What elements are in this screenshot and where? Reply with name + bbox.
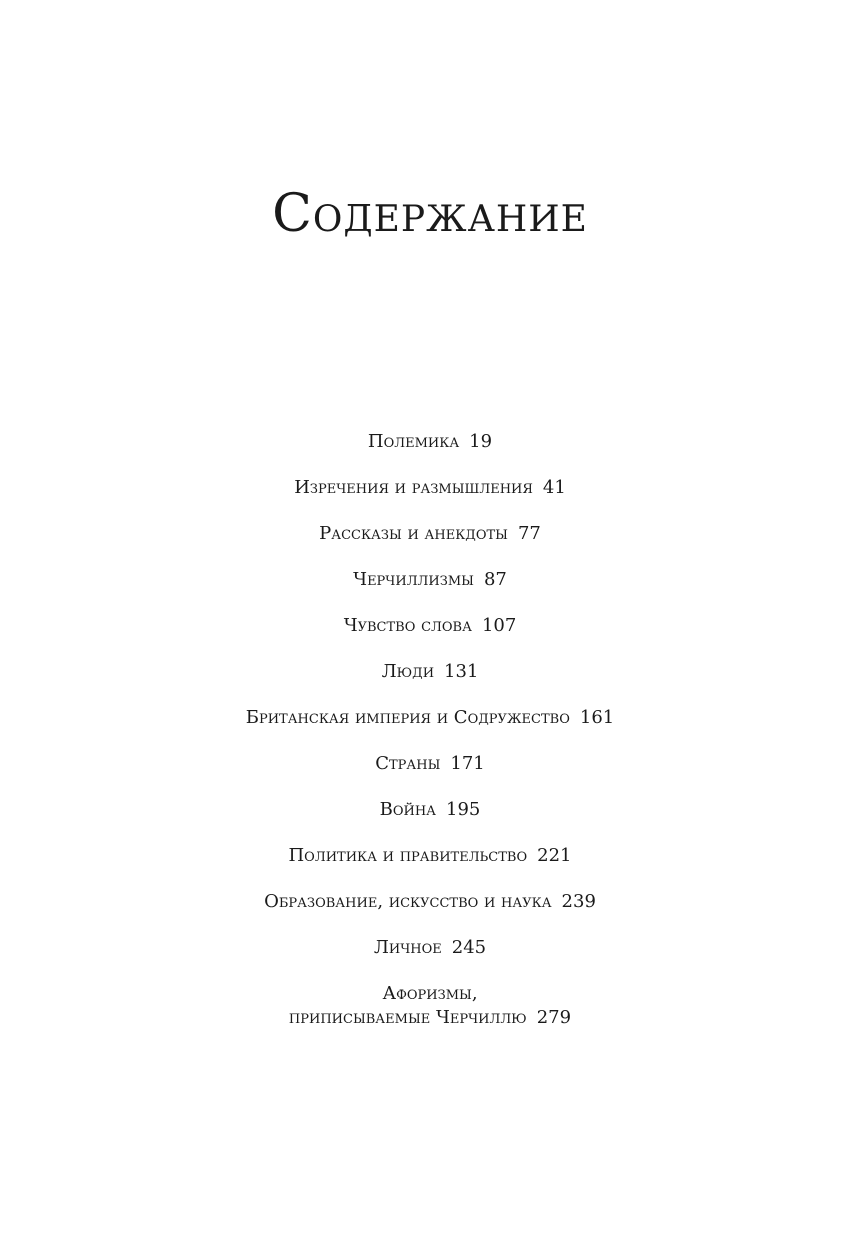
toc-entry-izrecheniya[interactable] — [0, 476, 860, 522]
toc-entry-title: Образование, искусство и наука — [264, 891, 552, 912]
toc-entry-imperiya[interactable] — [0, 706, 860, 752]
toc-entry-title: Политика и правительство — [288, 845, 528, 866]
toc-entry-title: Рассказы и анекдоты — [319, 523, 508, 544]
toc-entry-page: 87 — [483, 569, 507, 590]
toc-entry-lyudi[interactable] — [0, 660, 860, 706]
toc-entry-page: 41 — [542, 477, 566, 498]
toc-entry-title: Страны — [375, 753, 441, 774]
toc-entry-title: Личное — [373, 937, 442, 958]
toc-entry-title: Изречения и размышления — [294, 477, 533, 498]
toc-entry-obrazovanie[interactable] — [0, 890, 860, 936]
toc-entry-page: 195 — [446, 799, 481, 820]
toc-entry-page: 131 — [444, 661, 479, 682]
page-title: Содержание — [272, 184, 588, 244]
toc-entry-title-line1: Афоризмы, — [382, 983, 478, 1004]
toc-entry-lichnoe[interactable] — [0, 936, 860, 982]
toc-entry-page: 239 — [561, 891, 596, 912]
toc-entry-politika[interactable] — [0, 844, 860, 890]
toc-entry-title: Люди — [381, 661, 435, 682]
toc-entry-page: 171 — [450, 753, 485, 774]
toc-entry-page: 279 — [536, 1007, 572, 1028]
table-of-contents — [0, 430, 860, 1030]
toc-entry-page: 161 — [579, 707, 615, 728]
toc-entry-title: Война — [379, 799, 437, 820]
toc-entry-title-line2-wrap — [0, 1006, 860, 1030]
toc-entry-page: 19 — [469, 431, 493, 452]
toc-entry-aforizmy[interactable] — [0, 982, 860, 1030]
toc-entry-title-line2: приписываемые Черчиллю — [288, 1007, 527, 1028]
toc-entry-title: Чувство слова — [343, 615, 472, 636]
toc-entry-polemika[interactable] — [0, 430, 860, 476]
toc-entry-page: 221 — [537, 845, 572, 866]
toc-entry-page: 77 — [517, 523, 541, 544]
toc-entry-page: 245 — [451, 937, 487, 958]
toc-entry-voyna[interactable] — [0, 798, 860, 844]
toc-entry-title: Британская империя и Содружество — [245, 707, 570, 728]
toc-entry-chuvstvo-slova[interactable] — [0, 614, 860, 660]
toc-entry-title: Полемика — [367, 431, 460, 452]
toc-entry-strany[interactable] — [0, 752, 860, 798]
toc-entry-cherchillizmy[interactable] — [0, 568, 860, 614]
toc-entry-rasskazy[interactable] — [0, 522, 860, 568]
toc-entry-title: Черчиллизмы — [353, 569, 474, 590]
toc-entry-page: 107 — [481, 615, 517, 636]
